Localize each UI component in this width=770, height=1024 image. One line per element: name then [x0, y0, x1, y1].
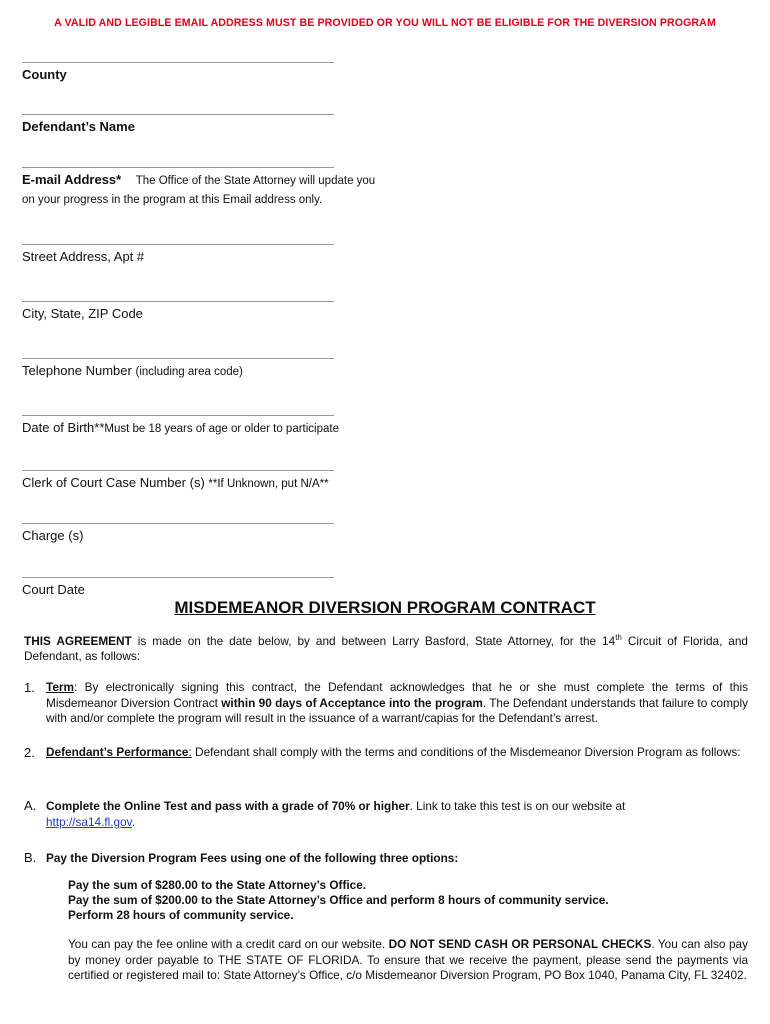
case-number-hint: **If Unknown, put N/A**: [208, 478, 329, 490]
payment-text-a: You can pay the fee online with a credit card on our website.: [68, 937, 389, 951]
county-line[interactable]: [22, 62, 334, 63]
dob-field[interactable]: [22, 415, 339, 435]
email-warning: A VALID AND LEGIBLE EMAIL ADDRESS MUST BE PROVIDED OR YOU WILL NOT BE ELIGIBLE FOR THE DIVERSION PROGRAM: [54, 17, 716, 29]
item-1-heading: Term: [46, 680, 74, 694]
item-b-letter: B.: [24, 850, 37, 865]
defendant-name-line[interactable]: [22, 114, 334, 115]
email-field[interactable]: [22, 167, 375, 206]
phone-label: Telephone Number: [22, 363, 132, 378]
item-2-colon: :: [188, 745, 192, 759]
charge-line[interactable]: [22, 523, 334, 524]
email-hint-continued: on your progress in the program at this Email address only.: [22, 194, 323, 206]
item-2-text: Defendant shall comply with the terms and conditions of the Misdemeanor Diversion Program as follows:: [191, 745, 741, 759]
defendant-name-label: Defendant’s Name: [22, 119, 135, 134]
charge-label: Charge (s): [22, 528, 84, 543]
item-2-number: 2.: [24, 745, 35, 760]
agreement-intro-text-b: Circuit of Florida, and Defendant, as follows:: [24, 633, 748, 664]
county-field[interactable]: [22, 62, 334, 82]
item-1-term: [46, 680, 748, 727]
court-date-field[interactable]: [22, 577, 334, 597]
dob-line[interactable]: [22, 415, 334, 416]
fee-option-3: Perform 28 hours of community service.: [68, 908, 294, 922]
item-2-performance: [46, 745, 748, 761]
item-1-bold: within 90 days of Acceptance into the program: [221, 695, 483, 710]
item-1-text-a: By electronically signing this contract, the Defendant acknowledges that he or she must complete the terms of this Misdemeanor Diversion Contract: [46, 680, 748, 710]
street-label: Street Address, Apt #: [22, 249, 145, 264]
item-a-bold: Complete the Online Test and pass with a grade of 70% or higher: [46, 799, 410, 813]
item-1-text-b: . The Defendant understands that failure to comply with and/or complete the program will result in the issuance of a warrant/capias for the Defendant’s arrest.: [46, 695, 748, 725]
case-number-field[interactable]: [22, 470, 334, 490]
item-1-colon: :: [73, 680, 78, 694]
payment-text-b: . You can also pay by money order payable to THE STATE OF FLORIDA. To ensure that we receive the payment, please send the payments via certified or registered mail to: State Attorney’s Office, c/o Misdemeanor Diversion Program, PO Box 1040, Panama City, FL 32402.: [68, 937, 748, 982]
city-label: City, State, ZIP Code: [22, 306, 143, 321]
court-date-label: Court Date: [22, 582, 85, 597]
fee-option-2: Pay the sum of $200.00 to the State Attorney’s Office and perform 8 hours of community service.: [68, 893, 609, 907]
phone-field[interactable]: [22, 358, 334, 378]
court-date-line[interactable]: [22, 577, 334, 578]
phone-line[interactable]: [22, 358, 334, 359]
charge-field[interactable]: [22, 523, 334, 543]
item-1-number: 1.: [24, 680, 35, 695]
payment-warning: DO NOT SEND CASH OR PERSONAL CHECKS: [388, 937, 652, 951]
agreement-intro: [24, 630, 748, 665]
case-number-label: Clerk of Court Case Number (s): [22, 475, 205, 490]
email-hint: The Office of the State Attorney will update you: [135, 175, 376, 187]
city-field[interactable]: [22, 301, 334, 321]
contract-title: MISDEMEANOR DIVERSION PROGRAM CONTRACT: [174, 598, 596, 617]
item-a-text: . Link to take this test is on our website at: [409, 799, 626, 813]
county-label: County: [22, 67, 67, 82]
phone-hint: (including area code): [135, 366, 243, 378]
item-b-bold: Pay the Diversion Program Fees using one of the following three options:: [46, 851, 459, 865]
item-2-heading: Defendant’s Performance: [46, 745, 189, 759]
email-label: E-mail Address*: [22, 172, 122, 187]
item-a-online-test: [46, 799, 748, 830]
defendant-name-field[interactable]: [22, 114, 334, 134]
case-number-line[interactable]: [22, 470, 334, 471]
city-line[interactable]: [22, 301, 334, 302]
dob-label: Date of Birth**: [22, 420, 105, 435]
street-line[interactable]: [22, 244, 334, 245]
fee-option-1: Pay the sum of $280.00 to the State Attorney’s Office.: [68, 878, 367, 892]
item-a-letter: A.: [24, 798, 37, 813]
website-link[interactable]: http://sa14.fl.gov: [46, 814, 132, 829]
agreement-intro-sup: th: [615, 633, 622, 642]
item-a-end: .: [131, 814, 135, 829]
dob-hint: Must be 18 years of age or older to participate: [104, 423, 339, 435]
agreement-intro-bold: THIS AGREEMENT: [24, 633, 132, 648]
payment-instructions: [68, 937, 748, 984]
email-line[interactable]: [22, 167, 334, 168]
street-field[interactable]: [22, 244, 334, 264]
agreement-intro-text-a: is made on the date below, by and between Larry Basford, State Attorney, for the 14: [131, 633, 616, 648]
item-b-fees: [46, 851, 748, 867]
